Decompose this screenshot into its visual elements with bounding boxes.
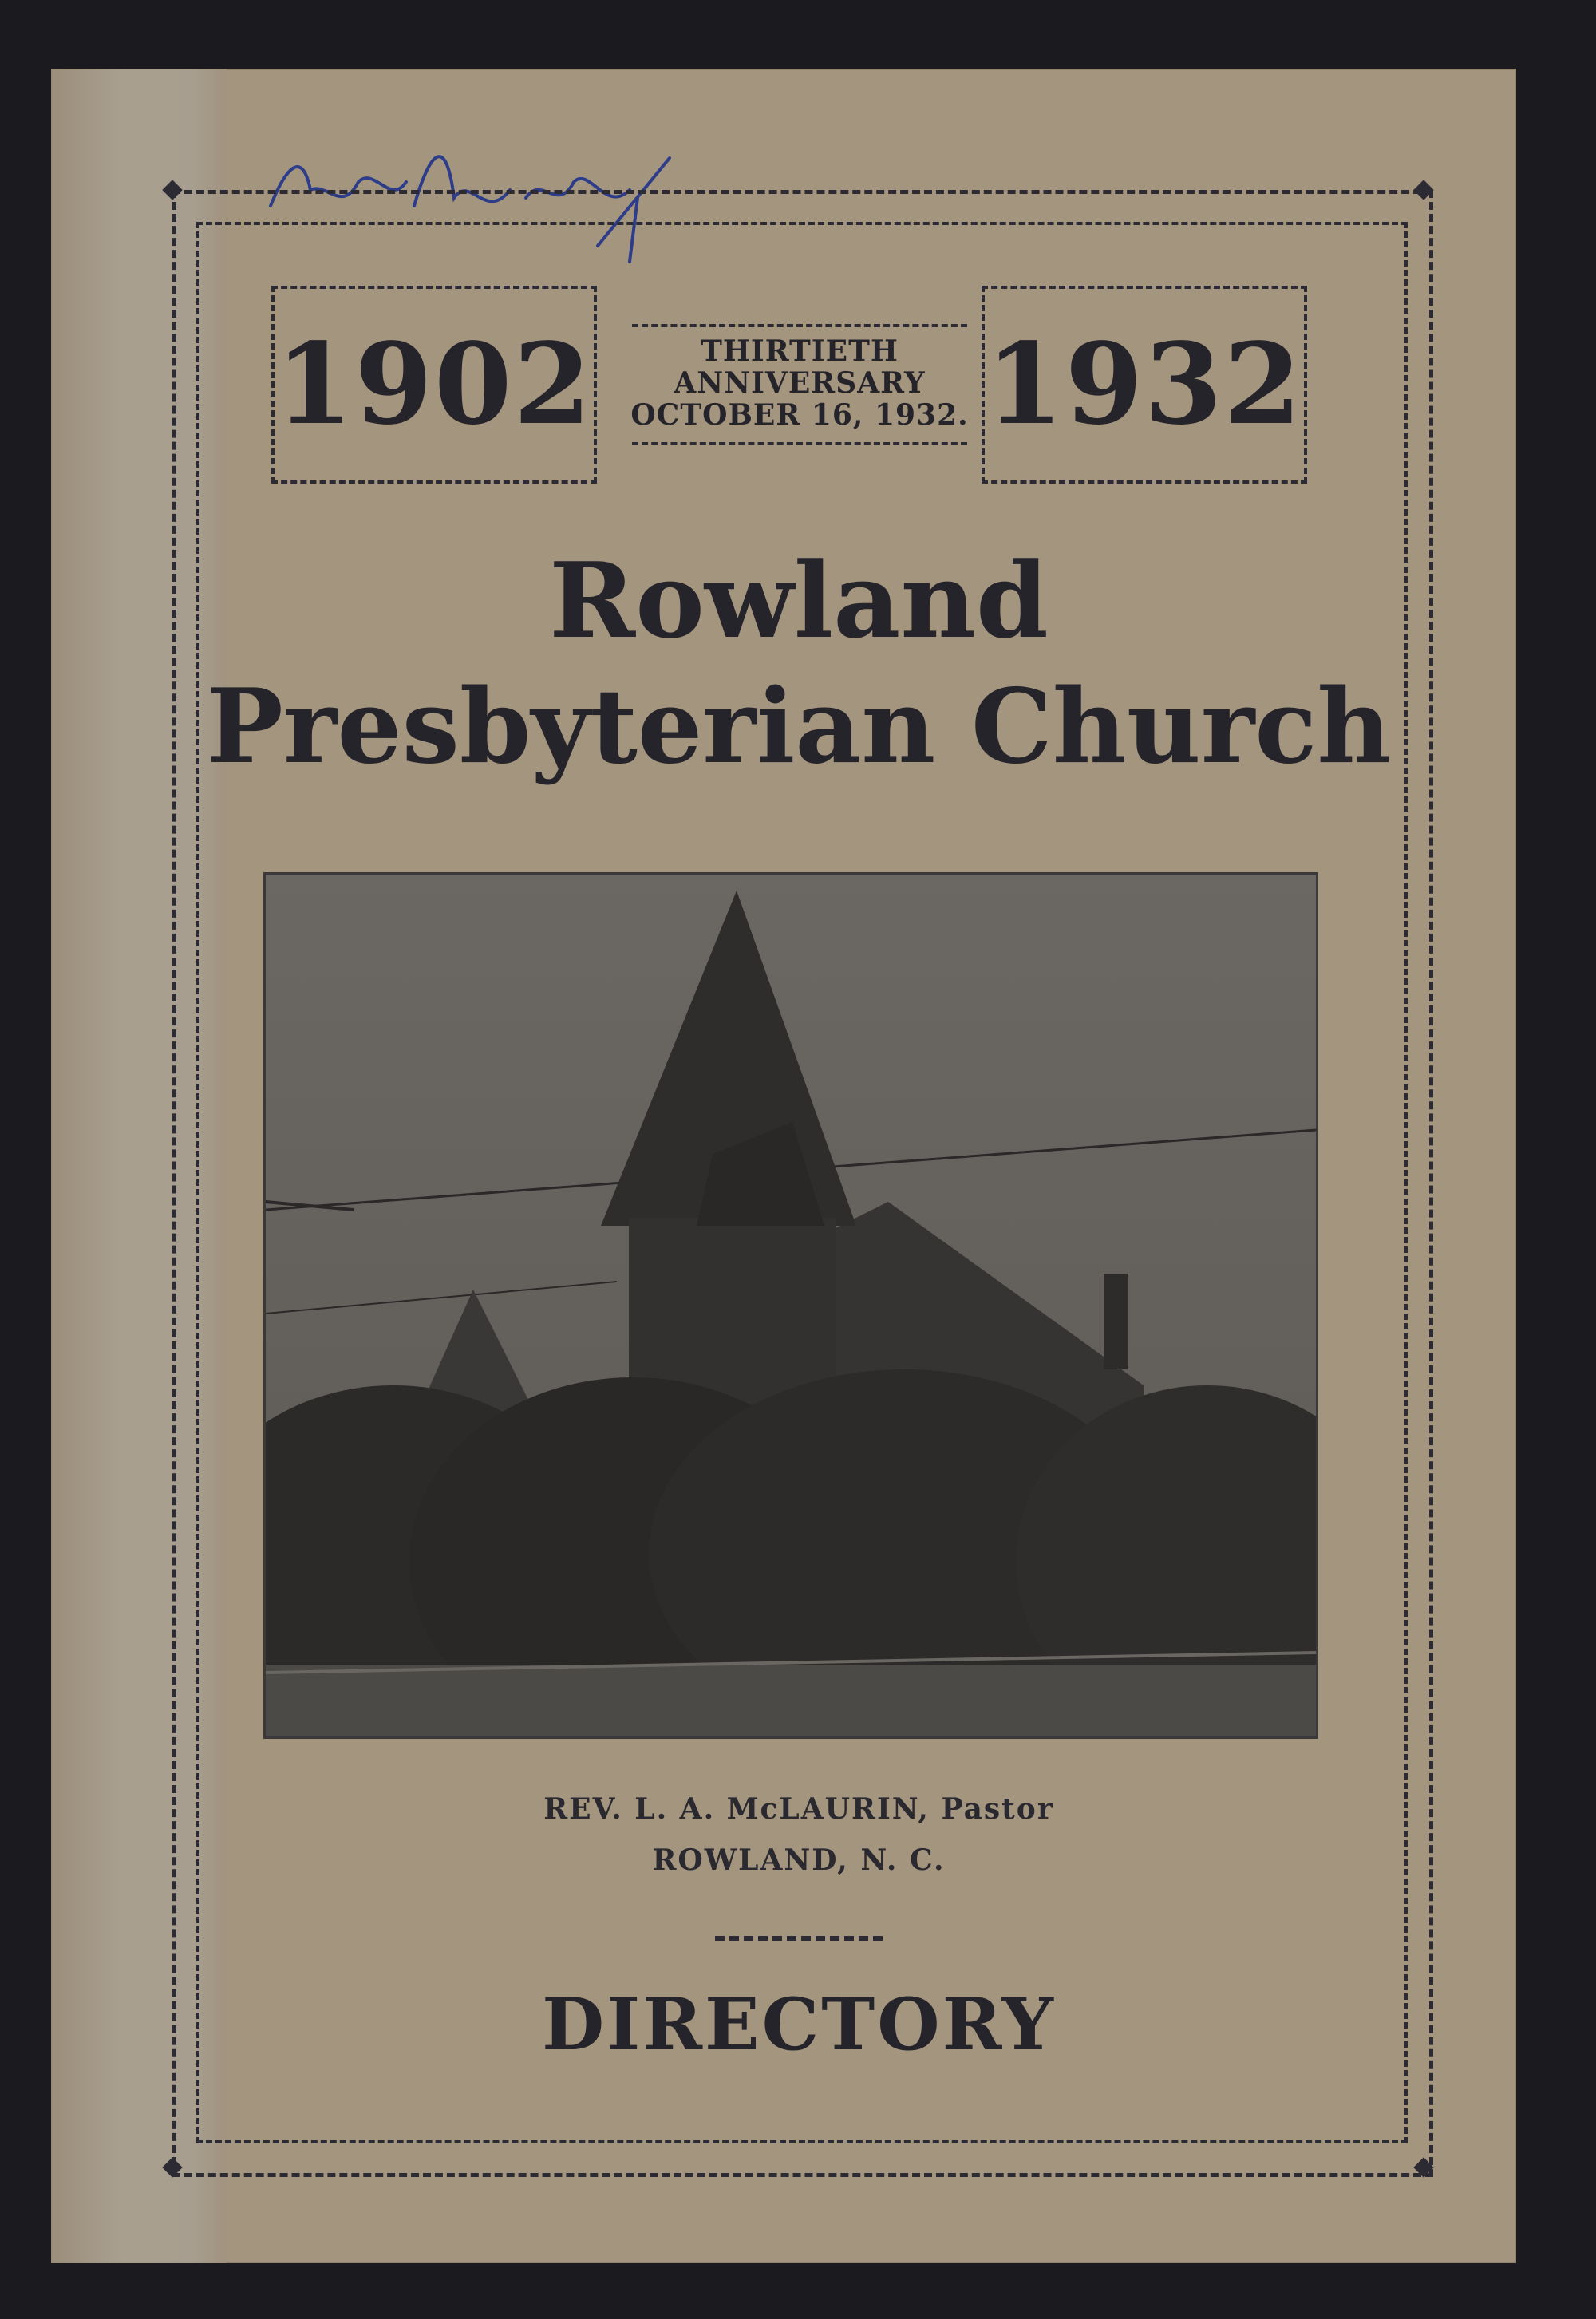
anniversary-top-rule — [632, 324, 967, 327]
anniversary-line2: ANNIVERSARY — [674, 366, 926, 400]
church-illustration — [266, 875, 1316, 1736]
year-start: 1902 — [275, 319, 593, 450]
year-end-box — [982, 286, 1307, 484]
church-title-line2: Presbyterian Church — [206, 667, 1392, 787]
year-start-box — [271, 286, 597, 484]
church-title-line1: Rowland — [549, 539, 1049, 662]
year-end: 1932 — [986, 319, 1303, 450]
anniversary-bottom-rule — [632, 442, 967, 445]
anniversary-block — [624, 324, 975, 445]
ornamental-divider — [715, 1936, 883, 1941]
pastor-line: REV. L. A. McLAURIN, Pastor — [543, 1792, 1054, 1826]
church-photograph — [263, 872, 1318, 1739]
anniversary-line1: THIRTIETH — [701, 334, 899, 368]
anniversary-date: OCTOBER 16, 1932. — [630, 398, 969, 432]
booklet-cover — [51, 69, 1516, 2263]
location-line: ROWLAND, N. C. — [652, 1843, 946, 1877]
directory-heading: DIRECTORY — [542, 1982, 1056, 2067]
